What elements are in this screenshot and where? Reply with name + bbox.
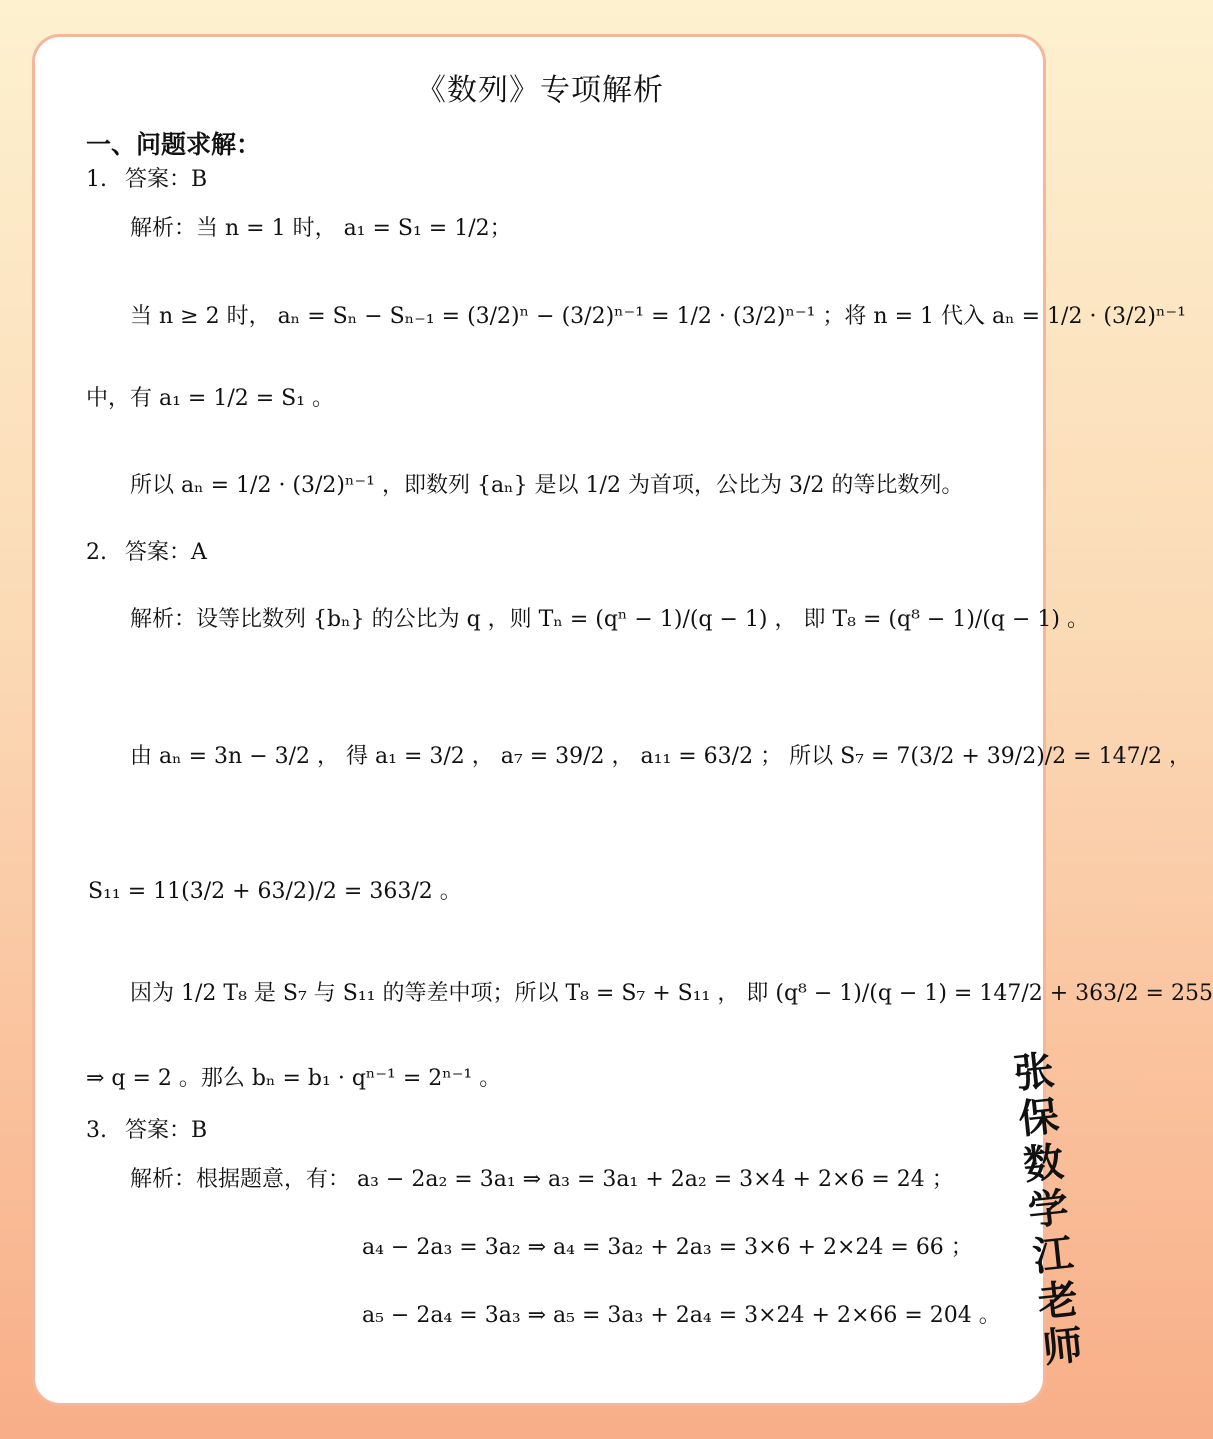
q1-number: 1. <box>86 167 107 192</box>
q1-solution-line-1: 解析：当 n = 1 时， a₁ = S₁ = 1/2； <box>130 216 512 241</box>
watermark-text: 张保数学江老师 <box>1005 1048 1086 1374</box>
q3-solution-line-1: 解析：根据题意，有： a₃ − 2a₂ = 3a₁ ⇒ a₃ = 3a₁ + 2a₂ = 3×4 + 2×6 = 24 ； <box>130 1167 954 1192</box>
q2-solution-line-5: ⇒ q = 2 。那么 bₙ = b₁ · qⁿ⁻¹ = 2ⁿ⁻¹ 。 <box>86 1066 502 1091</box>
q3-answer: 答案：B <box>125 1118 208 1143</box>
section-heading: 一、问题求解： <box>86 130 262 159</box>
q1-solution-line-2: 当 n ≥ 2 时， aₙ = Sₙ − Sₙ₋₁ = (3/2)ⁿ − (3/2)ⁿ⁻¹ = 1/2 · (3/2)ⁿ⁻¹ ；将 n = 1 代入 aₙ = 1/2 · (3/2)ⁿ⁻¹ <box>130 304 1186 329</box>
q2-answer: 答案：A <box>125 540 207 565</box>
q3-solution-line-2: a₄ − 2a₃ = 3a₂ ⇒ a₄ = 3a₂ + 2a₃ = 3×6 + 2×24 = 66 ； <box>362 1235 973 1260</box>
page-title: 《数列》专项解析 <box>416 73 664 108</box>
q2-solution-line-3: S₁₁ = 11(3/2 + 63/2)/2 = 363/2 。 <box>88 879 462 904</box>
q3-number: 3. <box>86 1118 107 1143</box>
q3-solution-line-3: a₅ − 2a₄ = 3a₃ ⇒ a₅ = 3a₃ + 2a₄ = 3×24 + 2×66 = 204 。 <box>362 1303 1001 1328</box>
q1-solution-line-4: 所以 aₙ = 1/2 · (3/2)ⁿ⁻¹ ，即数列 {aₙ} 是以 1/2 为首项，公比为 3/2 的等比数列。 <box>130 473 964 498</box>
q2-number: 2. <box>86 540 107 565</box>
q2-solution-line-2: 由 aₙ = 3n − 3/2 ， 得 a₁ = 3/2 ， a₇ = 39/2 ， a₁₁ = 63/2 ； 所以 S₇ = 7(3/2 + 39/2)/2 = 147/2 ， <box>130 744 1191 769</box>
q1-solution-line-3: 中，有 a₁ = 1/2 = S₁ 。 <box>86 386 335 411</box>
q2-solution-line-1: 解析：设等比数列 {bₙ} 的公比为 q ，则 Tₙ = (qⁿ − 1)/(q − 1) ， 即 T₈ = (q⁸ − 1)/(q − 1) 。 <box>130 607 1089 632</box>
q1-answer: 答案：B <box>125 167 208 192</box>
q2-solution-line-4: 因为 1/2 T₈ 是 S₇ 与 S₁₁ 的等差中项；所以 T₈ = S₇ + S₁₁ ， 即 (q⁸ − 1)/(q − 1) = 147/2 + 363/2 = 255 <box>130 981 1213 1006</box>
